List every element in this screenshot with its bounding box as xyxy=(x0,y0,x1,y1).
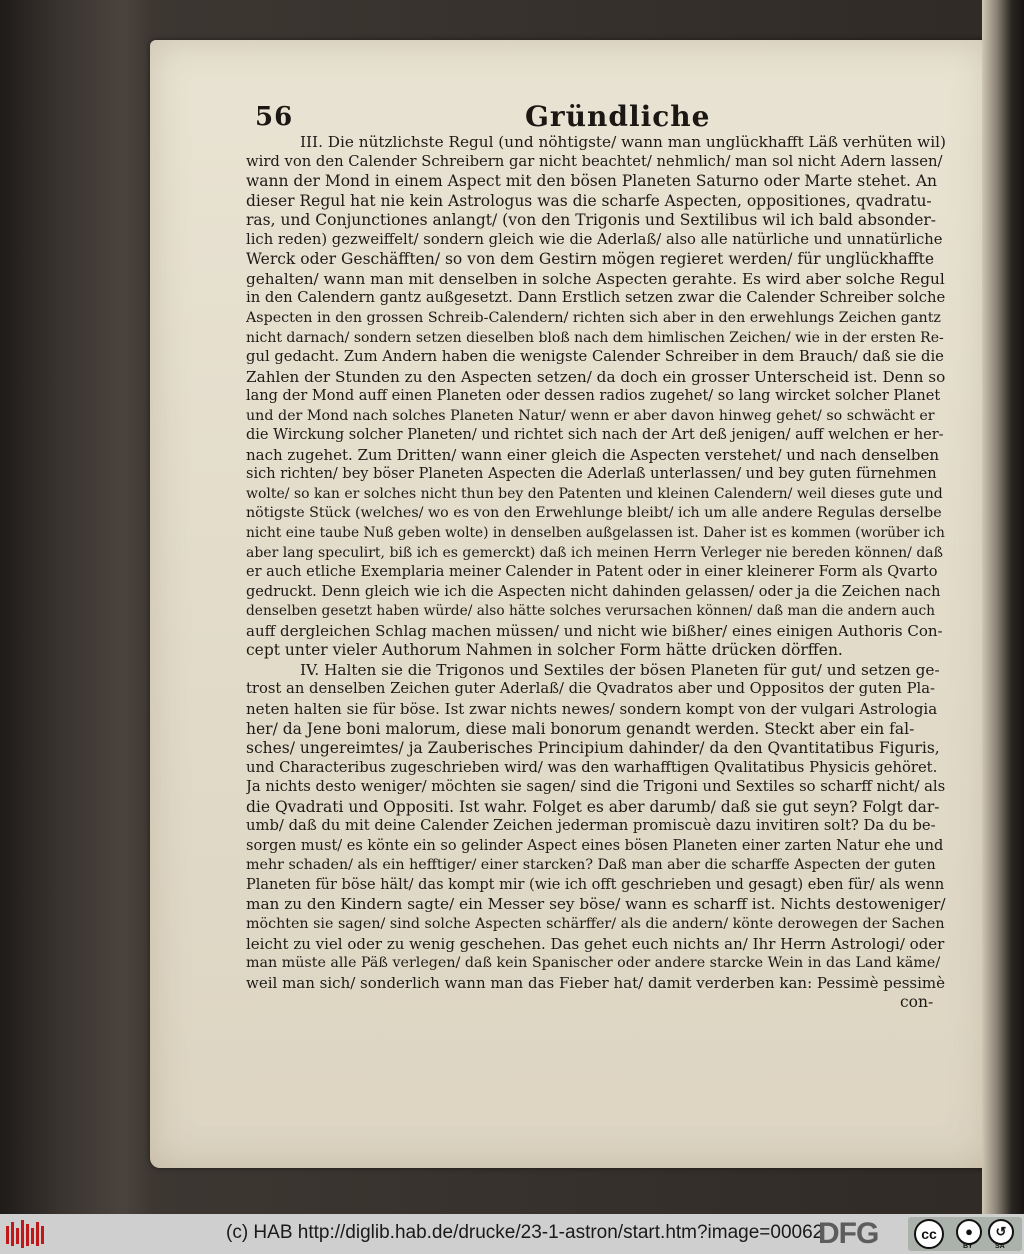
text-line: sches/ ungereimtes/ ja Zauberisches Principium dahinder/ da den Qvantitatibus Figuris, xyxy=(246,739,940,758)
page-number: 56 xyxy=(255,102,294,132)
running-head: Gründliche xyxy=(525,100,711,133)
text-line: IV. Halten sie die Trigonos und Sextiles der bösen Planeten für gut/ und setzen ge- xyxy=(300,660,940,679)
text-line: cept unter vieler Authorum Nahmen in solcher Form hätte drücken dörffen. xyxy=(246,641,843,660)
text-line: sorgen must/ es könte ein so gelinder Aspect eines bösen Planeten einer zarten Natur ehe und xyxy=(246,837,944,854)
text-line: weil man sich/ sonderlich wann man das Fieber hat/ damit verderben kan: Pessimè pessimè xyxy=(246,973,946,992)
cc-license-badge[interactable] xyxy=(908,1217,1022,1251)
text-line: und der Mond nach solches Planeten Natur/ wenn er aber davon hinweg gehet/ so schwächt er xyxy=(246,407,935,424)
hab-logo-icon xyxy=(4,1218,48,1250)
text-line: man müste alle Päß verlegen/ daß kein Spanischer oder andere starcke Wein in das Land käme/ xyxy=(246,955,941,972)
text-line: wann der Mond in einem Aspect mit den bösen Planeten Saturno oder Marte stehet. An xyxy=(246,172,938,191)
text-line: leicht zu viel oder zu wenig geschehen. Das gehet euch nichts an/ Ihr Herrn Astrologi/ oder xyxy=(246,934,945,953)
by-icon: ● xyxy=(956,1219,982,1245)
catchword: con- xyxy=(900,993,934,1012)
cc-label-sa: SA xyxy=(995,1243,1005,1250)
text-line: möchten sie sagen/ sind solche Aspecten schärffer/ als die andern/ könte derowegen der Sachen xyxy=(246,916,945,932)
sa-icon: ↺ xyxy=(988,1219,1014,1245)
text-line: Werck oder Geschäfften/ so von dem Gestirn mögen regieret werden/ für unglückhaffte xyxy=(246,250,934,269)
text-line: Zahlen der Stunden zu den Aspecten setzen/ da doch ein grosser Unterscheid ist. Denn so xyxy=(246,367,946,386)
text-line: auff dergleichen Schlag machen müssen/ und nicht wie bißher/ eines einigen Authoris Con- xyxy=(246,621,943,640)
cc-icon: cc xyxy=(914,1219,944,1249)
text-line: und Characteribus zugeschrieben wird/ was den warhafftigen Qvalitatibus Physicis gehöret. xyxy=(246,758,938,776)
text-line: Aspecten in den grossen Schreib-Calendern/ richten sich aber in den erwehlungs Zeichen gantz xyxy=(246,309,941,326)
text-line: Ja nichts desto weniger/ möchten sie sagen/ sind die Trigoni und Sextiles so scharff nicht/ als xyxy=(246,778,946,796)
footer-bar xyxy=(0,1214,1024,1254)
text-line: nicht eine taube Nuß geben wolte) in denselben außgelassen ist. Daher ist es kommen (worüber ich xyxy=(246,525,945,541)
text-line: nötigste Stück (welches/ wo es von den Erwehlunge bleibt/ ich um alle andere Regulas derselbe xyxy=(246,505,942,522)
text-line: nicht darnach/ sondern setzen dieselben bloß nach dem himlischen Zeichen/ wie in der ersten Re- xyxy=(246,329,944,346)
text-line: gedruckt. Denn gleich wie ich die Aspecten nicht dahinden gelassen/ oder ja die Zeichen nach xyxy=(246,583,941,600)
text-line: in den Calendern gantz außgesetzt. Dann Erstlich setzen zwar die Calender Schreiber solche xyxy=(246,289,946,307)
text-line: gehalten/ wann man mit denselben in solche Aspecten gerahte. Es wird aber solche Regul xyxy=(246,269,945,288)
text-line: die Qvadrati und Oppositi. Ist wahr. Folget es aber darumb/ daß sie gut seyn? Folgt dar- xyxy=(246,797,940,816)
text-line: er auch etliche Exemplaria meiner Calender in Patent oder in einer kleinerer Form als Qvarto xyxy=(246,564,938,581)
text-line: wolte/ so kan er solches nicht thun bey den Patenten und kleinen Calendern/ weil dieses gute und xyxy=(246,485,943,502)
text-line: lich reden) gezweiffelt/ sondern gleich wie die Aderlaß/ also alle natürliche und unnatürliche xyxy=(246,230,943,248)
text-line: mehr schaden/ als ein hefftiger/ einer starcken? Daß man aber die scharffe Aspecten der guten xyxy=(246,857,936,874)
text-line: her/ da Jene boni malorum, diese mali bonorum genandt werden. Steckt aber ein fal- xyxy=(246,719,915,738)
page-header xyxy=(255,102,955,132)
text-line: trost an denselben Zeichen guter Aderlaß/ die Qvadratos aber und Oppositos der guten Pla- xyxy=(246,680,935,698)
text-block xyxy=(246,131,946,1012)
copyright-link[interactable]: (c) HAB http://diglib.hab.de/drucke/23-1-astron/start.htm?image=00062 xyxy=(226,1222,824,1243)
text-line: nach zugehet. Zum Dritten/ wann einer gleich die Aspecten verstehet/ und nach denselben xyxy=(246,445,940,464)
text-line: gul gedacht. Zum Andern haben die wenigste Calender Schreiber in dem Brauch/ daß sie die xyxy=(246,348,944,366)
text-line: III. Die nützlichste Regul (und nöhtigste/ wann man unglückhafft Läß verhüten wil) xyxy=(300,133,946,151)
text-line: wird von den Calender Schreibern gar nicht beachtet/ nehmlich/ man sol nicht Adern lassen/ xyxy=(246,152,943,170)
text-line: aber lang speculirt, biß ich es gemerckt) daß ich meinen Herrn Verleger nie bereden können/ daß xyxy=(246,544,944,561)
dfg-logo: DFG xyxy=(818,1217,879,1250)
text-line: lang der Mond auff einen Planeten oder dessen radios zugehet/ so lang wircket solcher Planet xyxy=(246,388,941,405)
text-line: Planeten für böse hält/ das kompt mir (wie ich offt geschrieben und gesagt) eben für/ als wenn xyxy=(246,876,945,893)
cc-label-by: BY xyxy=(963,1243,973,1250)
text-line: die Wirckung solcher Planeten/ und richtet sich nach der Art deß jenigen/ auff welchen er her- xyxy=(246,427,944,444)
book-binding xyxy=(982,0,1024,1214)
text-line: dieser Regul hat nie kein Astrologus was die scharfe Aspecten, oppositiones, qvadratu- xyxy=(246,191,932,210)
text-line: neten halten sie für böse. Ist zwar nichts newes/ sondern kompt von der vulgari Astrologia xyxy=(246,699,938,718)
text-line: sich richten/ bey böser Planeten Aspecten die Aderlaß unterlassen/ und bey guten fürnehmen xyxy=(246,466,937,483)
text-line: denselben gesetzt haben würde/ also hätte solches verursachen können/ daß man die andern auch xyxy=(246,603,935,620)
text-line: man zu den Kindern sagte/ ein Messer sey böse/ wann es scharff ist. Nichts destoweniger/ xyxy=(246,895,946,914)
text-line: ras, und Conjunctiones anlangt/ (von den Trigonis und Sextilibus wil ich bald absonder- xyxy=(246,211,937,230)
text-line: umb/ daß du mit deine Calender Zeichen jederman promiscuè dazu invitiren solt? Da du be- xyxy=(246,817,936,835)
